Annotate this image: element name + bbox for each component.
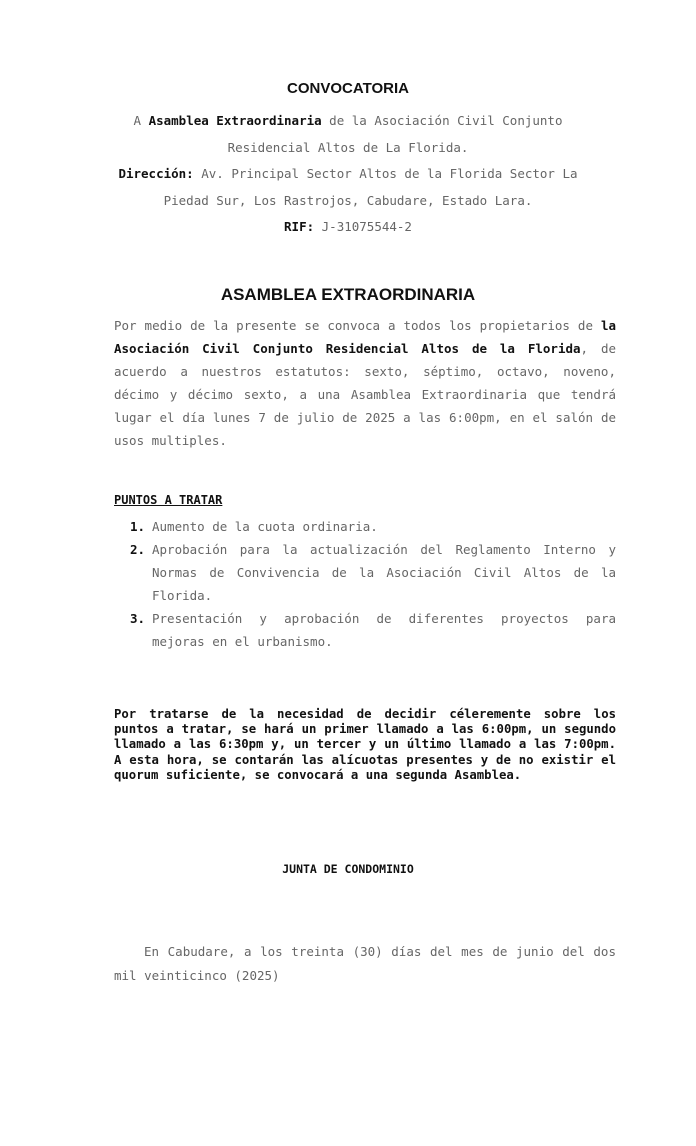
agenda-list <box>114 515 616 653</box>
agenda-item: 2. Aprobación para la actualización del Reglamento Interno y Normas de Convivencia de la Asociación Civil Altos de la Florida. <box>130 542 616 603</box>
agenda-item: 3. Presentación y aprobación de diferentes proyectos para mejoras en el urbanismo. <box>130 611 616 649</box>
agenda-item: 1. Aumento de la cuota ordinaria. <box>130 519 378 534</box>
document-title: CONVOCATORIA <box>287 80 409 97</box>
address-block <box>0 160 696 214</box>
association-name: la Asociación Civil Conjunto Residencial Altos de la Florida <box>114 318 616 356</box>
agenda-heading: PUNTOS A TRATAR <box>114 493 223 507</box>
convocation-paragraph: Por medio de la presente se convoca a todos los propietarios de la Asociación Civil Conjunto Residencial Altos de la Florida, de acuerdo a nuestros estatutos: sexto, séptimo, octavo, noveno, décimo y décimo sexto, a una Asamblea Extraordinaria que tendrá lugar el día lunes 7 de julio de 2025 a las 6:00pm, en el salón de usos multiples. <box>114 318 616 448</box>
rif-label: RIF: <box>284 219 315 234</box>
address-line-1: Dirección: Av. Principal Sector Altos de la Florida Sector La <box>118 166 578 181</box>
association-header <box>0 107 696 161</box>
rif-line <box>0 213 696 240</box>
quorum-notice: Por tratarse de la necesidad de decidir céleremente sobre los puntos a tratar, se hará un primer llamado a las 6:00pm, un segundo llamado a las 6:30pm y, un tercer y un último llamado a las 7:00pm. A esta hora, se contarán las alícuotas presentes y de no existir el quorum suficiente, se convocará a una segunda Asamblea. <box>114 707 616 782</box>
address-line-2: Piedad Sur, Los Rastrojos, Cabudare, Estado Lara. <box>163 193 533 208</box>
association-line-2: Residencial Altos de La Florida. <box>227 140 469 155</box>
signature-line: JUNTA DE CONDOMINIO <box>282 862 414 876</box>
assembly-title: ASAMBLEA EXTRAORDINARIA <box>220 285 476 304</box>
assembly-type: Asamblea Extraordinaria <box>148 113 322 128</box>
closing-date-paragraph: En Cabudare, a los treinta (30) días del mes de junio del dos mil veinticinco (2025) <box>114 944 616 983</box>
association-line-1: A Asamblea Extraordinaria de la Asociación Civil Conjunto <box>133 113 563 128</box>
rif-value: J-31075544-2 <box>314 219 412 234</box>
address-label: Dirección: <box>118 166 194 181</box>
